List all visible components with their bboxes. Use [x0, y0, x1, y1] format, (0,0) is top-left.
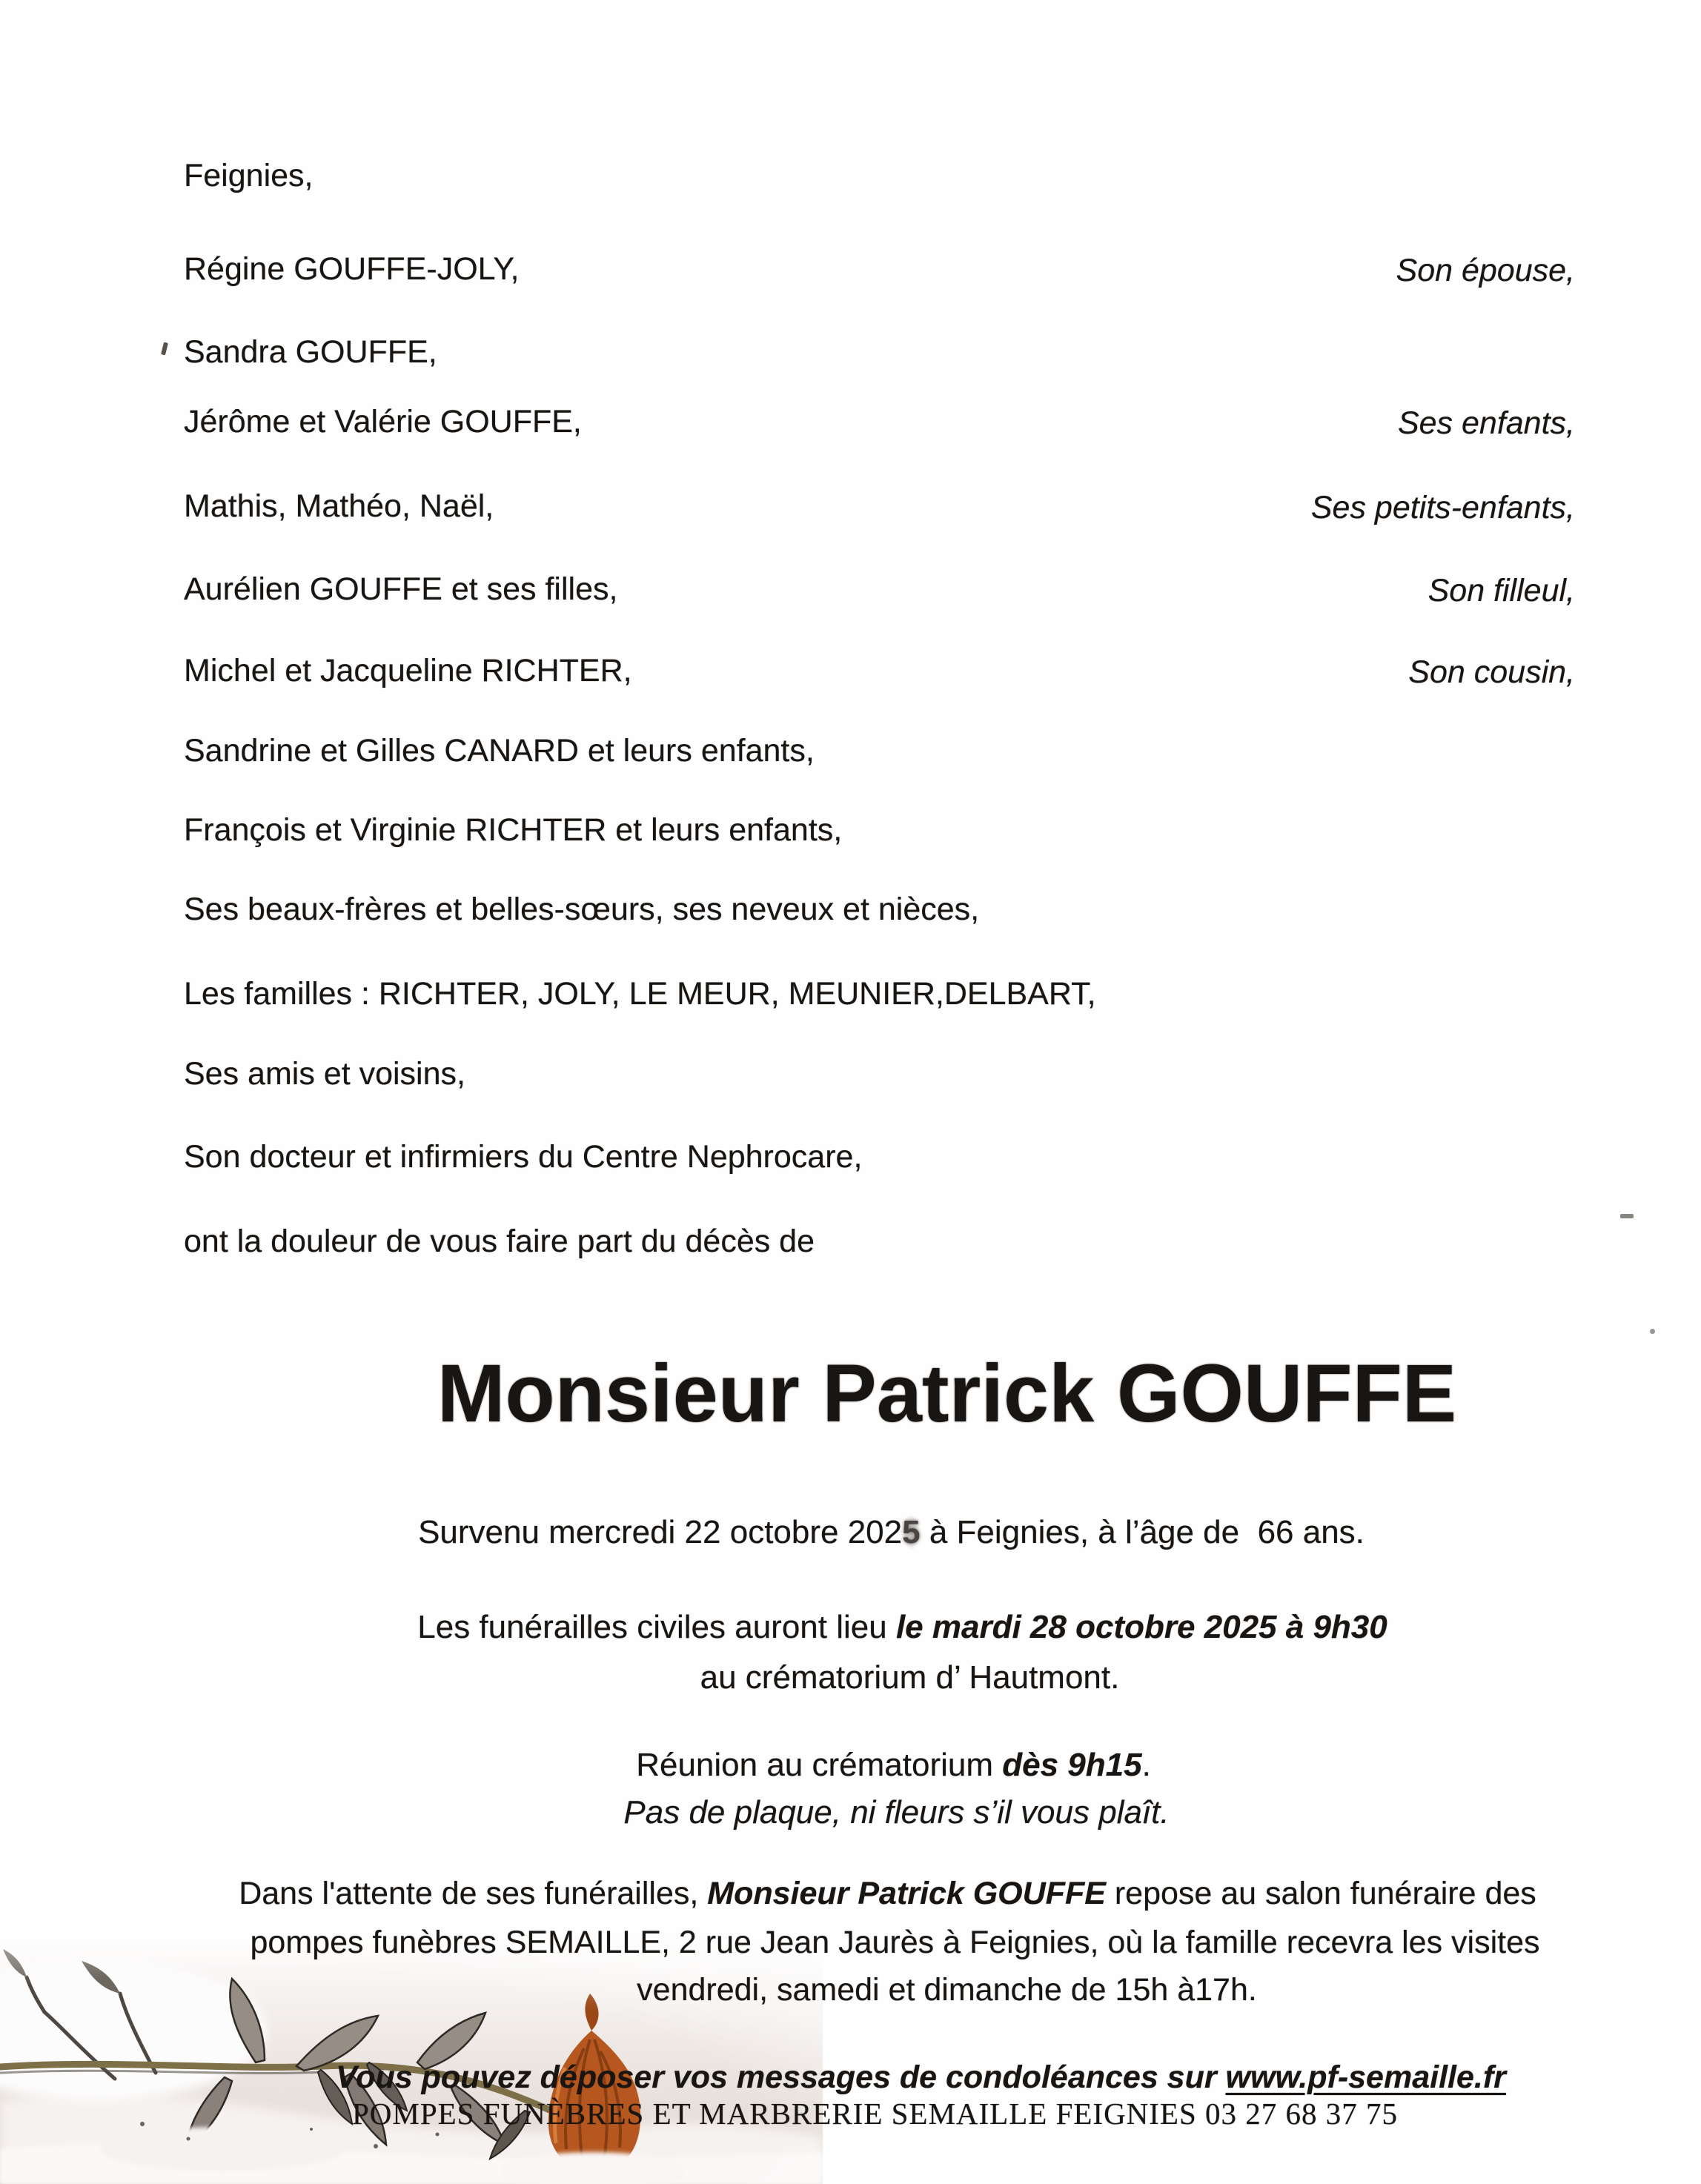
- meeting-suffix: .: [1141, 1747, 1151, 1783]
- repose-prefix: Dans l'attente de ses funérailles,: [239, 1876, 708, 1911]
- condolences-prefix: Vous pouvez déposer vos messages de condoléances sur: [336, 2059, 1226, 2095]
- death-date-line: [41, 1513, 1701, 1553]
- family-name-line: Régine GOUFFE-JOLY,: [184, 251, 520, 287]
- city-line: Feignies,: [184, 158, 314, 193]
- rose-on-snow-illustration: [0, 1927, 823, 2184]
- relation-label-godson: Son filleul,: [1428, 573, 1575, 608]
- relation-label-children: Ses enfants,: [1397, 405, 1575, 441]
- meeting-prefix: Réunion au crématorium: [636, 1747, 1003, 1783]
- relation-label-grandchildren: Ses petits-enfants,: [1310, 490, 1575, 525]
- family-name-line: Jérôme et Valérie GOUFFE,: [184, 404, 582, 439]
- family-name-line: Aurélien GOUFFE et ses filles,: [184, 571, 618, 607]
- deceased-name-inline: Monsieur Patrick GOUFFE: [707, 1876, 1106, 1911]
- family-name-line: Mathis, Mathéo, Naël,: [184, 488, 494, 524]
- scan-speck: [161, 342, 168, 356]
- repose-line-3: vendredi, samedi et dimanche de 15h à17h.: [637, 1972, 1257, 2008]
- meeting-time-emphasis: dès 9h15: [1002, 1747, 1142, 1783]
- family-name-line: François et Virginie RICHTER et leurs enfants,: [184, 812, 843, 848]
- funeral-home-footer-line: POMPES FUNÈBRES ET MARBRERIE SEMAILLE FEIGNIES 03 27 68 37 75: [351, 2097, 1399, 2131]
- announcement-line: ont la douleur de vous faire part du décès de: [184, 1224, 815, 1259]
- funeral-date-line: [52, 1608, 1701, 1647]
- family-name-line: Michel et Jacqueline RICHTER,: [184, 653, 632, 688]
- family-name-line: Ses amis et voisins,: [184, 1056, 465, 1092]
- smudged-digit: 5: [902, 1514, 921, 1550]
- scan-speck: [1650, 1329, 1655, 1334]
- family-name-line: Sandra GOUFFE,: [184, 334, 437, 370]
- no-flowers-line: Pas de plaque, ni fleurs s’il vous plaît.: [623, 1794, 1170, 1830]
- death-date-prefix: Survenu mercredi 22 octobre 202: [418, 1514, 903, 1550]
- death-date-suffix: à Feignies, à l’âge de 66 ans.: [920, 1514, 1365, 1550]
- deceased-name-title: Monsieur Patrick GOUFFE: [437, 1348, 1457, 1439]
- relation-label-cousin: Son cousin,: [1408, 654, 1575, 690]
- condolences-line: [70, 2059, 1701, 2097]
- repose-suffix: repose au salon funéraire des: [1105, 1876, 1536, 1911]
- funeral-datetime-emphasis: le mardi 28 octobre 2025 à 9h30: [895, 1609, 1387, 1645]
- funeral-prefix: Les funérailles civiles auront lieu: [417, 1609, 896, 1645]
- condolences-url-link[interactable]: www.pf-semaille.fr: [1225, 2059, 1506, 2095]
- relation-label-spouse: Son épouse,: [1396, 253, 1575, 288]
- rose-on-snow-photo: [0, 1927, 823, 2184]
- funeral-location-line: au crématorium d’ Hautmont.: [700, 1659, 1120, 1696]
- repose-line-1: [37, 1875, 1701, 1914]
- family-name-line: Ses beaux-frères et belles-sœurs, ses neveux et nièces,: [184, 892, 980, 927]
- family-name-line: Sandrine et Gilles CANARD et leurs enfants,: [184, 733, 815, 769]
- family-name-line: Son docteur et infirmiers du Centre Nephrocare,: [184, 1139, 863, 1175]
- meeting-line: [43, 1746, 1701, 1785]
- scan-speck: [1620, 1214, 1634, 1218]
- family-name-line: Les familles : RICHTER, JOLY, LE MEUR, MEUNIER,DELBART,: [184, 976, 1096, 1012]
- repose-line-2: pompes funèbres SEMAILLE, 2 rue Jean Jaurès à Feignies, où la famille recevra les visites: [250, 1925, 1540, 1960]
